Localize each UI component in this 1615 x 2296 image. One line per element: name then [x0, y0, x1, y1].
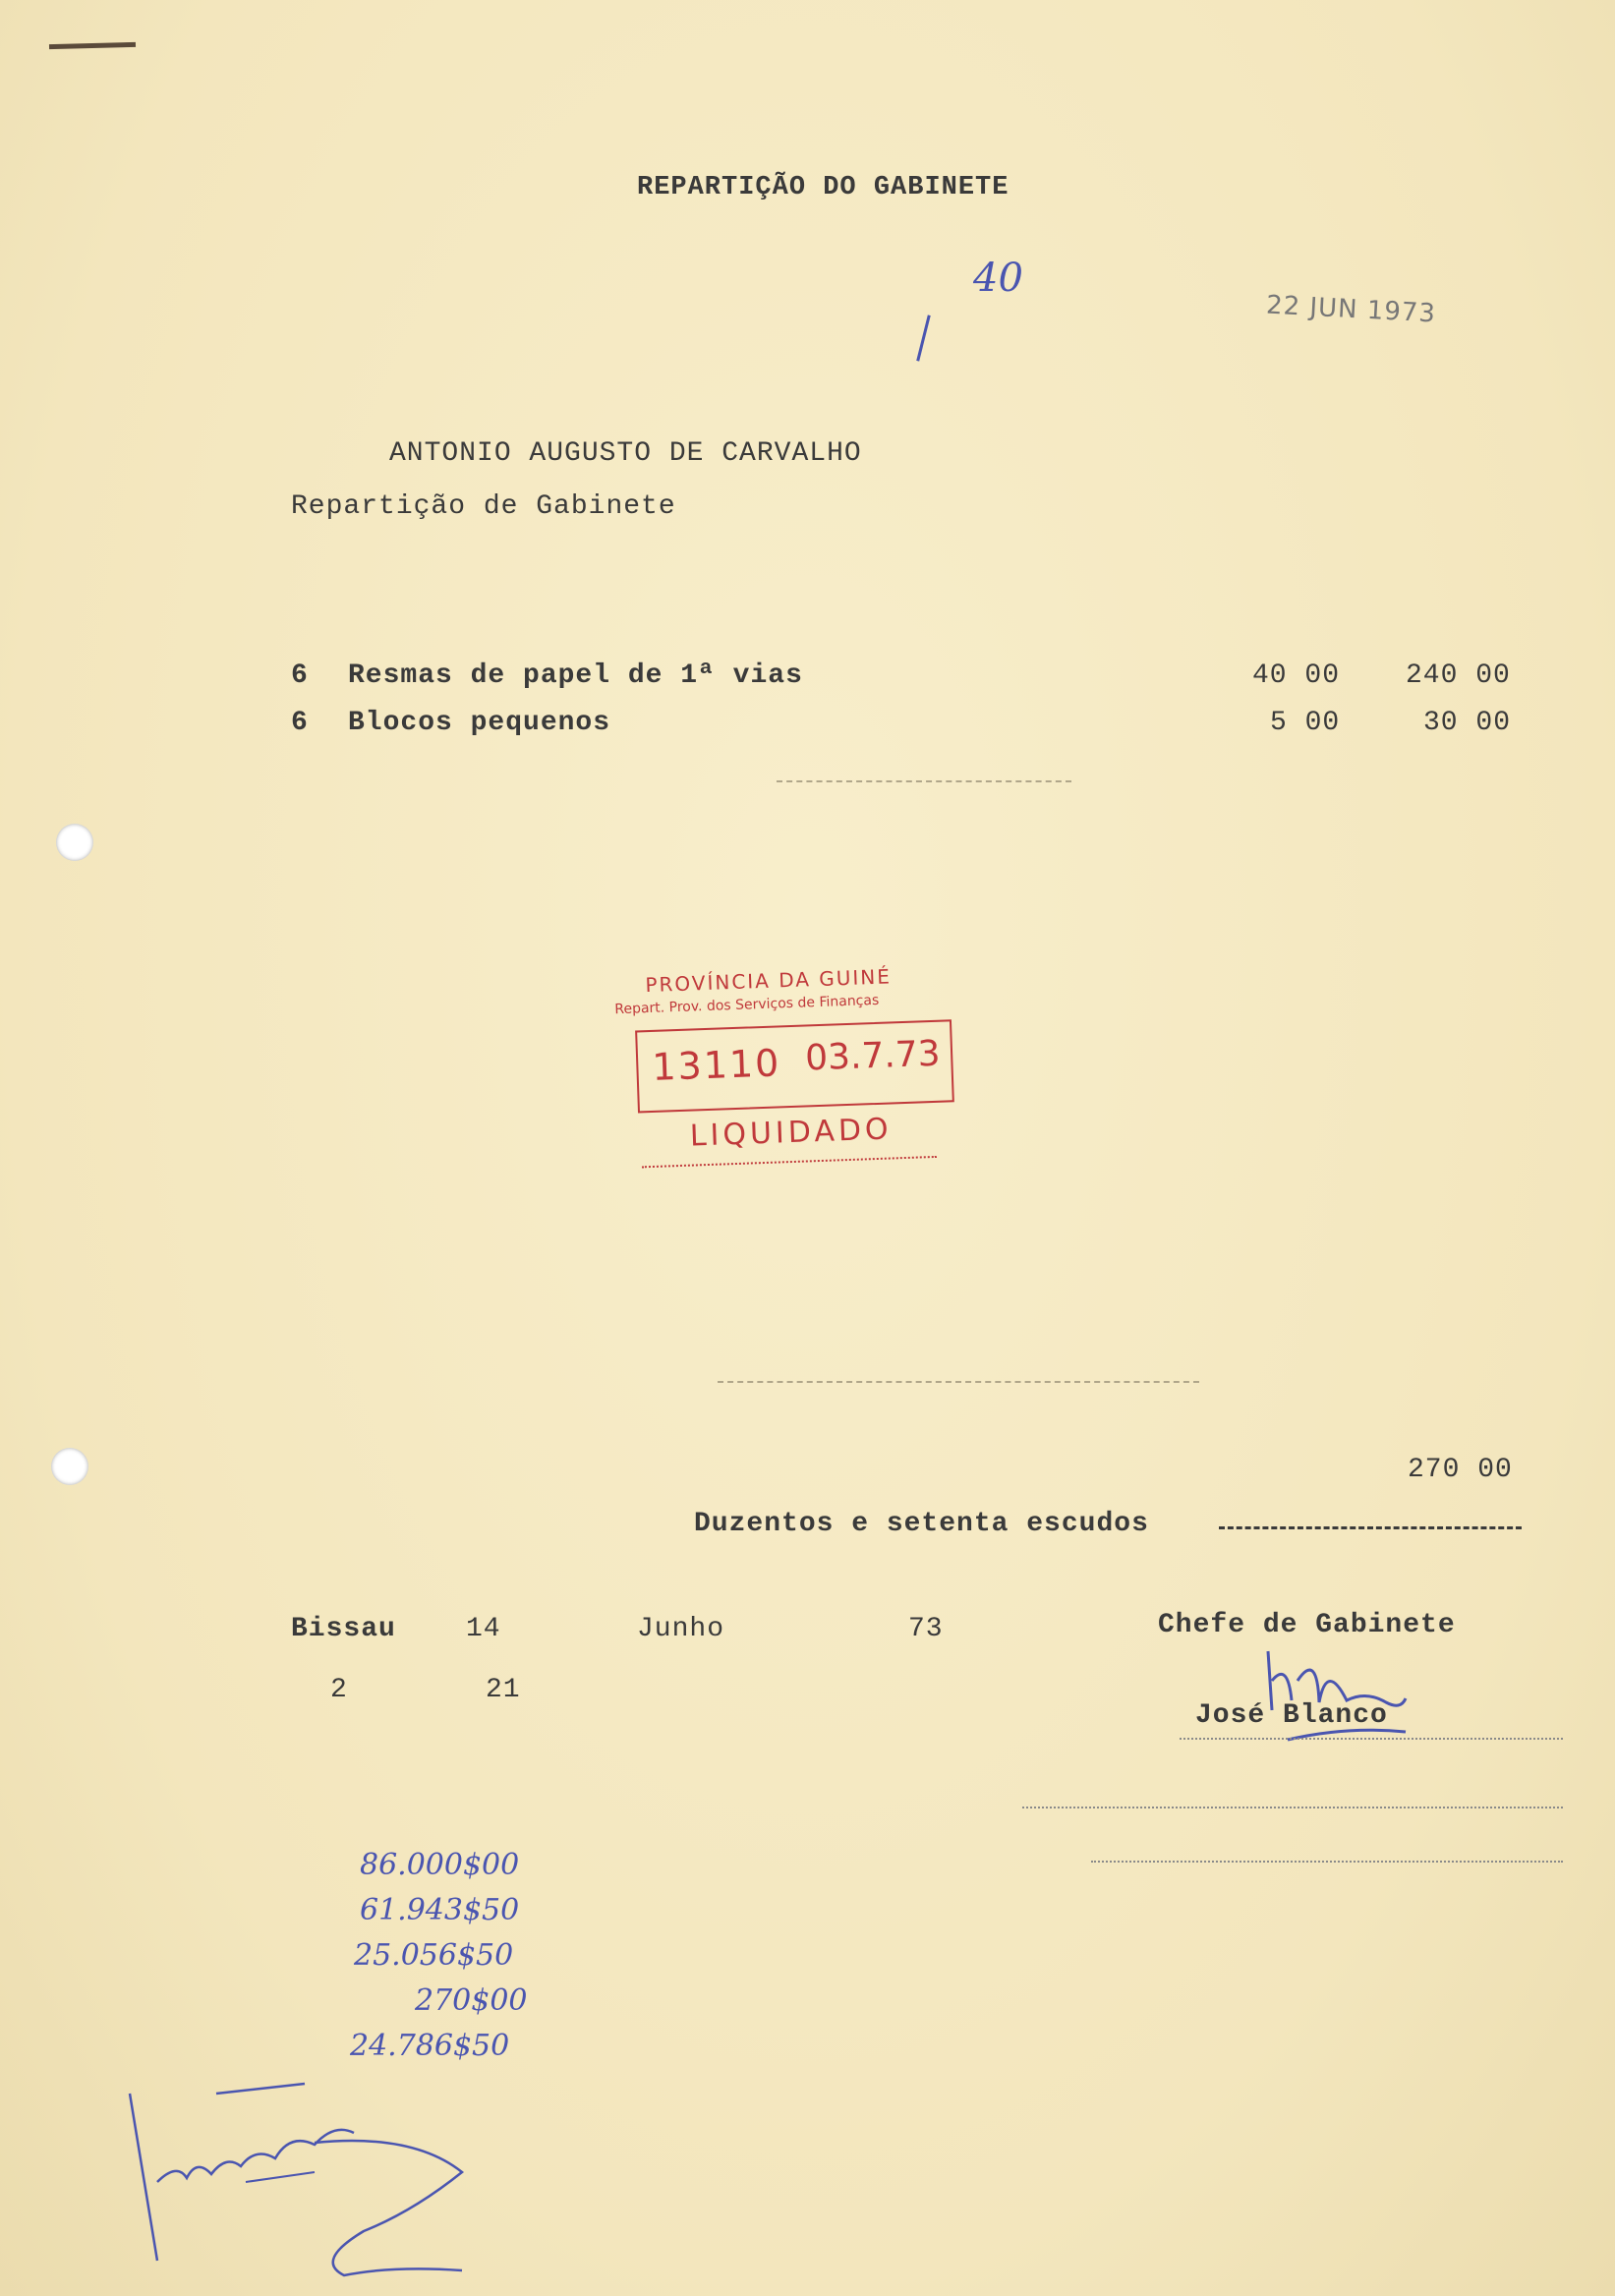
handwritten-number: 40 — [973, 256, 1023, 301]
footer-year: 73 — [908, 1614, 944, 1644]
item-unit-price: 40 00 — [1252, 660, 1341, 691]
item-total: 30 00 — [1423, 708, 1512, 738]
footer-month: Junho — [637, 1614, 725, 1644]
calc-line: 25.056$50 — [354, 1938, 514, 1973]
handwritten-signature — [118, 2064, 472, 2290]
handwritten-slash — [916, 315, 931, 361]
item-description: Resmas de papel de 1ª vias — [348, 660, 803, 691]
calc-line: 24.786$50 — [350, 2029, 510, 2063]
item-description: Blocos pequenos — [348, 708, 611, 738]
footer-code-b: 21 — [486, 1675, 521, 1705]
footer-signer-name: José Blanco — [1195, 1700, 1388, 1731]
footer-code-a: 2 — [330, 1675, 348, 1705]
calc-line: 61.943$50 — [360, 1893, 520, 1927]
footer-place: Bissau — [291, 1614, 396, 1644]
separator-line — [718, 1381, 1199, 1383]
stamp-date: 03.7.73 — [804, 1033, 942, 1079]
punch-hole-top — [56, 824, 93, 861]
recipient-name: ANTONIO AUGUSTO DE CARVALHO — [389, 438, 862, 469]
footer-signer-title: Chefe de Gabinete — [1158, 1610, 1456, 1640]
document-title: REPARTIÇÃO DO GABINETE — [637, 173, 1009, 202]
signature-dotted-line — [1180, 1738, 1563, 1740]
amount-words-dash-line — [1219, 1526, 1522, 1529]
grand-total: 270 00 — [1408, 1455, 1513, 1485]
item-qty: 6 — [291, 660, 309, 691]
footer-day: 14 — [466, 1614, 501, 1644]
amount-in-words: Duzentos e setenta escudos — [694, 1509, 1149, 1539]
liquidated-stamp — [606, 962, 977, 1201]
corner-mark — [49, 42, 136, 49]
stamp-province: PROVÍNCIA DA GUINÉ — [645, 964, 893, 998]
item-unit-price: 5 00 — [1270, 708, 1341, 738]
item-total: 240 00 — [1406, 660, 1511, 691]
received-date-stamp: 22 JUN 1973 — [1265, 290, 1437, 329]
punch-hole-bottom — [51, 1448, 88, 1485]
recipient-department: Repartição de Gabinete — [291, 491, 676, 522]
stamp-status: LIQUIDADO — [689, 1112, 894, 1154]
dotted-line — [1022, 1807, 1563, 1808]
stamp-number: 13110 — [651, 1041, 782, 1089]
stamp-department: Repart. Prov. dos Serviços de Finanças — [614, 992, 880, 1018]
calc-line: 86.000$00 — [360, 1848, 520, 1882]
calc-line: 270$00 — [415, 1983, 528, 2018]
item-qty: 6 — [291, 708, 309, 738]
signature-mark — [1258, 1641, 1415, 1750]
items-divider — [777, 780, 1071, 782]
stamp-dotted-line — [642, 1156, 937, 1168]
dotted-line — [1091, 1861, 1563, 1863]
